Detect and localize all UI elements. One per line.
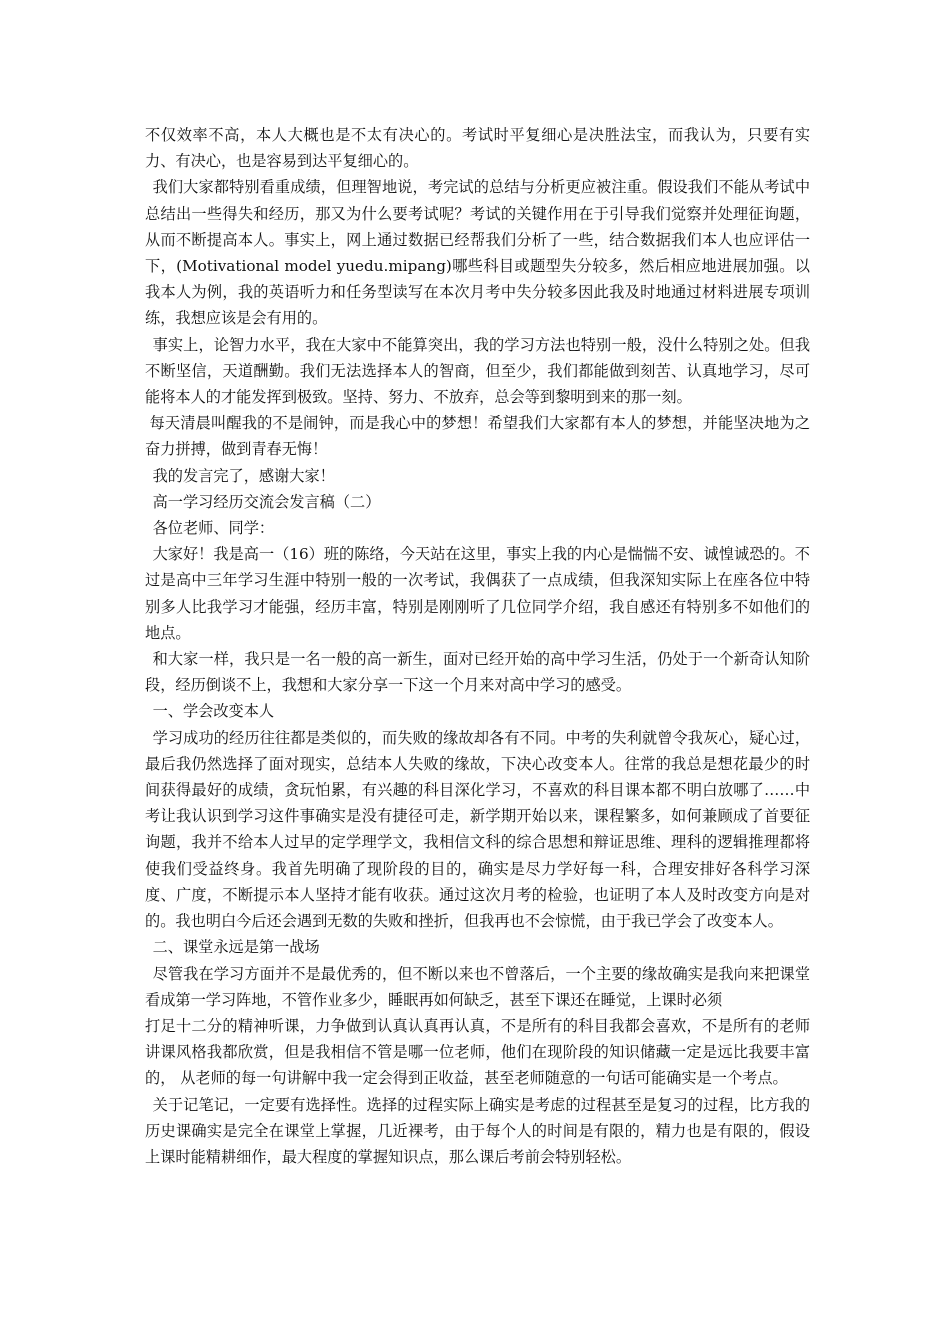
paragraph: 我的发言完了，感谢大家！	[152, 466, 335, 485]
section-title: 高一学习经历交流会发言稿（二）	[152, 492, 381, 511]
paragraph: 大家好！我是高一（16）班的陈络，今天站在这里，事实上我的内心是惴惴不安、诚惶诚恐的。不过是高中三年学习生涯中特别一般的一次考试，我偶获了一点成绩，但我深知实际上在座各位中特别多人比我学习才能强，经历丰富，特别是刚刚听了几位同学介绍，我自感还有特别多不如他们的地点。	[145, 545, 810, 642]
paragraph: 打足十二分的精神听课，力争做到认真认真再认真，不是所有的科目我都会喜欢，不是所有的老师讲课风格我都欣赏，但是我相信不管是哪一位老师，他们在现阶段的知识储藏一定是远比我要丰富的， 从老师的每一句讲解中我一定会得到正收益，甚至老师随意的一句话可能确实是一个考点。	[145, 1016, 810, 1088]
paragraph: 事实上，论智力水平，我在大家中不能算突出，我的学习方法也特别一般，没什么特别之处。但我不断坚信，天道酬勤。我们无法选择本人的智商，但至少，我们都能做到刻苦、认真地学习，尽可能将本人的才能发挥到极致。坚持、努力、不放弃，总会等到黎明到来的那一刻。	[145, 335, 810, 407]
section-heading: 二、课堂永远是第一战场	[152, 938, 320, 957]
paragraph: 尽管我在学习方面并不是最优秀的，但不断以来也不曾落后，一个主要的缘故确实是我向来把课堂看成第一学习阵地，不管作业多少，睡眠再如何缺乏，甚至下课还在睡觉，上课时必须	[145, 964, 810, 1009]
section-heading: 一、学会改变本人	[152, 702, 275, 721]
paragraph: 关于记笔记，一定要有选择性。选择的过程实际上确实是考虑的过程甚至是复习的过程，比方我的历史课确实是完全在课堂上掌握，几近裸考，由于每个人的时间是有限的，精力也是有限的，假设上课时能精耕细作，最大程度的掌握知识点，那么课后考前会特别轻松。	[145, 1095, 810, 1166]
paragraph: 不仅效率不高，本人大概也是不太有决心的。考试时平复细心是决胜法宝，而我认为，只要有实力、有决心，也是容易到达平复细心的。	[145, 126, 810, 171]
document-body	[145, 122, 810, 1170]
paragraph: 学习成功的经历往往都是类似的，而失败的缘故却各有不同。中考的失利就曾令我灰心，疑心过，最后我仍然选择了面对现实，总结本人失败的缘故，下决心改变本人。往常的我总是想花最少的时间获得最好的成绩，贪玩怕累，有兴趣的科目深化学习，不喜欢的科目课本都不明白放哪了……中考让我认识到学习这件事确实是没有捷径可走，新学期开始以来，课程繁多，如何兼顾成了首要征询题，我并不给本人过早的定学理学文，我相信文科的综合思想和辩证思维、理科的逻辑推理都将使我们受益终身。我首先明确了现阶段的目的，确实是尽力学好每一科，合理安排好各科学习深度、广度，不断提示本人坚持才能有收获。通过这次月考的检验，也证明了本人及时改变方向是对的。我也明白今后还会遇到无数的失败和挫折，但我再也不会惊慌，由于我已学会了改变本人。	[145, 728, 810, 931]
paragraph: 每天清晨叫醒我的不是闹钟，而是我心中的梦想！希望我们大家都有本人的梦想，并能坚决地为之奋力拼搏，做到青春无悔！	[145, 414, 810, 459]
salutation: 各位老师、同学：	[152, 519, 275, 538]
paragraph: 我们大家都特别看重成绩，但理智地说，考完试的总结与分析更应被注重。假设我们不能从考试中总结出一些得失和经历，那又为什么要考试呢？考试的关键作用在于引导我们觉察并处理征询题，从而不断提高本人。事实上，网上通过数据已经帮我们分析了一些，结合数据我们本人也应评估一下，(Motivational model yuedu.mipang)哪些科目或题型失分较多，然后相应地进展加强。以我本人为例，我的英语听力和任务型读写在本次月考中失分较多因此我及时地通过材料进展专项训练，我想应该是会有用的。	[145, 178, 810, 328]
paragraph: 和大家一样，我只是一名一般的高一新生，面对已经开始的高中学习生活，仍处于一个新奇认知阶段，经历倒谈不上，我想和大家分享一下这一个月来对高中学习的感受。	[145, 650, 810, 695]
